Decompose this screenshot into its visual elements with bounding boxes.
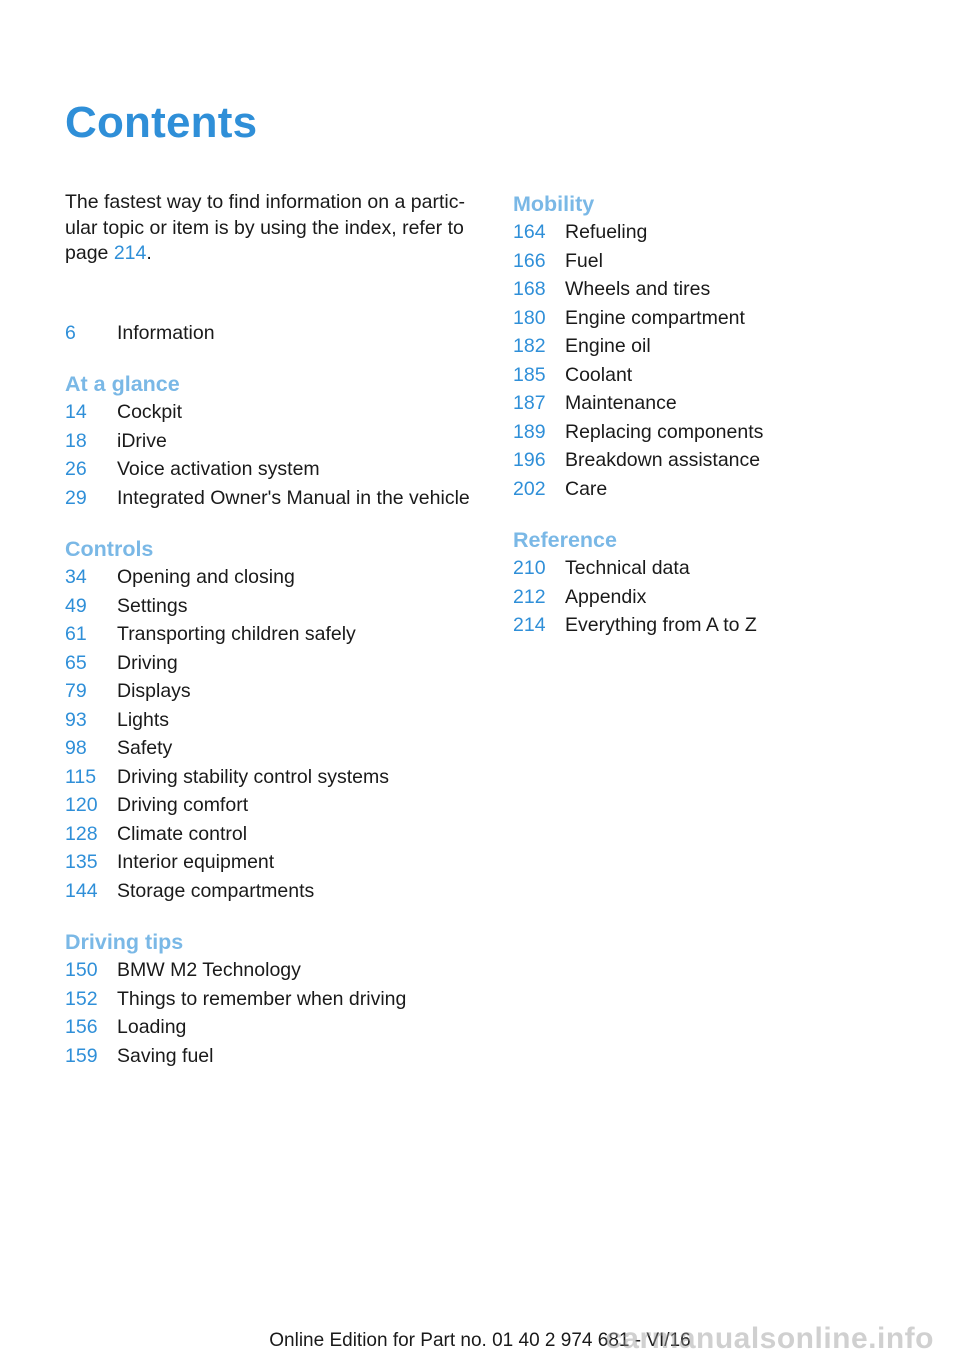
toc-entry[interactable] <box>65 455 320 483</box>
toc-entry-information[interactable] <box>65 319 215 347</box>
intro-text: The fastest way to find information on a partic‐ular topic or item is by using the index, refer to page <box>65 191 465 264</box>
toc-entry-label: Engine oil <box>565 335 651 357</box>
toc-page-number: 185 <box>513 364 546 386</box>
watermark: carmanualsonline.info <box>605 1322 934 1355</box>
toc-entry[interactable] <box>513 389 677 417</box>
section-heading-mobility: Mobility <box>513 192 595 216</box>
toc-page-number: 214 <box>513 614 546 636</box>
toc-entry[interactable] <box>65 734 172 762</box>
toc-page-number: 29 <box>65 487 87 509</box>
page-title: Contents <box>65 98 258 147</box>
toc-entry-label: Opening and closing <box>117 566 295 588</box>
toc-entry[interactable] <box>513 446 760 474</box>
toc-entry-label: iDrive <box>117 430 167 452</box>
intro-text-end: . <box>146 242 152 264</box>
toc-entry[interactable] <box>65 877 314 905</box>
toc-page-number: 61 <box>65 623 87 645</box>
index-page-link[interactable]: 214 <box>113 242 147 264</box>
toc-page-number: 180 <box>513 307 546 329</box>
toc-page-number: 26 <box>65 458 87 480</box>
toc-entry[interactable] <box>65 763 389 791</box>
toc-entry[interactable] <box>65 484 470 512</box>
toc-entry[interactable] <box>513 418 763 446</box>
toc-entry-label: Appendix <box>565 586 647 608</box>
toc-entry[interactable] <box>65 398 182 426</box>
toc-page-number: 65 <box>65 652 87 674</box>
toc-entry[interactable] <box>65 592 187 620</box>
toc-page-number: 196 <box>513 449 546 471</box>
page-footer: Online Edition for Part no. 01 40 2 974 681 - VI/16 <box>269 1330 691 1351</box>
toc-page-number: 93 <box>65 709 87 731</box>
toc-entry-label: Voice activation system <box>117 458 320 480</box>
toc-page-number: 79 <box>65 680 87 702</box>
toc-page-number: 98 <box>65 737 87 759</box>
toc-entry-label: Settings <box>117 595 188 617</box>
toc-page-number: 210 <box>513 557 546 579</box>
toc-entry[interactable] <box>65 649 178 677</box>
section-heading-driving-tips: Driving tips <box>65 930 184 954</box>
toc-entry-label: Care <box>565 478 608 500</box>
toc-entry-label: Displays <box>117 680 191 702</box>
toc-entry[interactable] <box>65 706 169 734</box>
toc-page-number: 14 <box>65 401 87 423</box>
section-heading-reference: Reference <box>513 528 617 552</box>
toc-page-number: 49 <box>65 595 87 617</box>
toc-entry-label: Everything from A to Z <box>565 614 757 636</box>
toc-entry-label: Technical data <box>565 557 690 579</box>
toc-entry[interactable] <box>65 563 295 591</box>
toc-entry-label: Fuel <box>565 250 603 272</box>
toc-entry-label: Breakdown assistance <box>565 449 761 471</box>
toc-page-number: 168 <box>513 278 546 300</box>
toc-page-number: 187 <box>513 392 546 414</box>
section-heading-controls: Controls <box>65 537 154 561</box>
toc-entry-label: Lights <box>117 709 170 731</box>
toc-page-number: 156 <box>65 1016 98 1038</box>
toc-entry-label: BMW M2 Technology <box>117 959 301 981</box>
toc-entry[interactable] <box>65 677 191 705</box>
toc-page-number: 164 <box>513 221 546 243</box>
toc-entry[interactable] <box>513 304 745 332</box>
toc-entry[interactable] <box>65 848 274 876</box>
toc-entry-label: Saving fuel <box>117 1045 214 1067</box>
toc-entry[interactable] <box>513 247 603 275</box>
toc-page-number: 212 <box>513 586 546 608</box>
toc-entry-label: Transporting children safely <box>117 623 356 645</box>
toc-entry[interactable] <box>513 218 647 246</box>
toc-entry-label: Interior equipment <box>117 851 275 873</box>
toc-entry-label: Climate control <box>117 823 248 845</box>
toc-entry[interactable] <box>65 820 247 848</box>
toc-entry-label: Refueling <box>565 221 648 243</box>
toc-entry[interactable] <box>513 361 632 389</box>
toc-entry-label: Coolant <box>565 364 633 386</box>
toc-entry[interactable] <box>513 554 690 582</box>
toc-page-number: 18 <box>65 430 87 452</box>
toc-page-number: 144 <box>65 880 98 902</box>
toc-page-number: 182 <box>513 335 546 357</box>
toc-page-number: 150 <box>65 959 98 981</box>
toc-page-number: 135 <box>65 851 98 873</box>
intro-paragraph <box>65 190 485 267</box>
toc-entry-label: Cockpit <box>117 401 183 423</box>
toc-entry[interactable] <box>65 620 356 648</box>
toc-page-number: 115 <box>65 766 97 788</box>
toc-entry-label: Engine compartment <box>565 307 745 329</box>
toc-entry-label: Driving comfort <box>117 794 249 816</box>
toc-entry-label: Integrated Owner's Manual in the vehicle <box>117 487 470 509</box>
section-heading-at-a-glance: At a glance <box>65 372 180 396</box>
toc-page-number: 120 <box>65 794 98 816</box>
toc-page-number: 159 <box>65 1045 98 1067</box>
toc-page-number: 34 <box>65 566 87 588</box>
toc-page-number: 152 <box>65 988 98 1010</box>
toc-page-number: 202 <box>513 478 546 500</box>
toc-entry[interactable] <box>65 1042 213 1070</box>
toc-entry-label: Maintenance <box>565 392 677 414</box>
toc-entry[interactable] <box>513 583 646 611</box>
toc-entry-label: Driving <box>117 652 178 674</box>
toc-entry-label: Wheels and tires <box>565 278 711 300</box>
toc-page-number: 128 <box>65 823 98 845</box>
toc-entry-label: Safety <box>117 737 173 759</box>
toc-entry-label: Information <box>117 322 215 344</box>
toc-entry[interactable] <box>65 427 167 455</box>
toc-entry-label: Storage compartments <box>117 880 315 902</box>
toc-entry-label: Driving stability control systems <box>117 766 389 788</box>
toc-page-number: 166 <box>513 250 546 272</box>
toc-entry[interactable] <box>513 475 607 503</box>
toc-page-number: 189 <box>513 421 546 443</box>
toc-entry[interactable] <box>513 275 710 303</box>
toc-entry-label: Replacing components <box>565 421 764 443</box>
toc-entry-label: Things to remember when driving <box>117 988 407 1010</box>
toc-entry[interactable] <box>513 332 651 360</box>
toc-page-number: 6 <box>65 322 76 344</box>
toc-entry[interactable] <box>65 1013 186 1041</box>
toc-entry[interactable] <box>65 985 406 1013</box>
toc-entry[interactable] <box>65 791 248 819</box>
toc-entry[interactable] <box>513 611 757 639</box>
toc-entry-label: Loading <box>117 1016 187 1038</box>
toc-entry[interactable] <box>65 956 301 984</box>
